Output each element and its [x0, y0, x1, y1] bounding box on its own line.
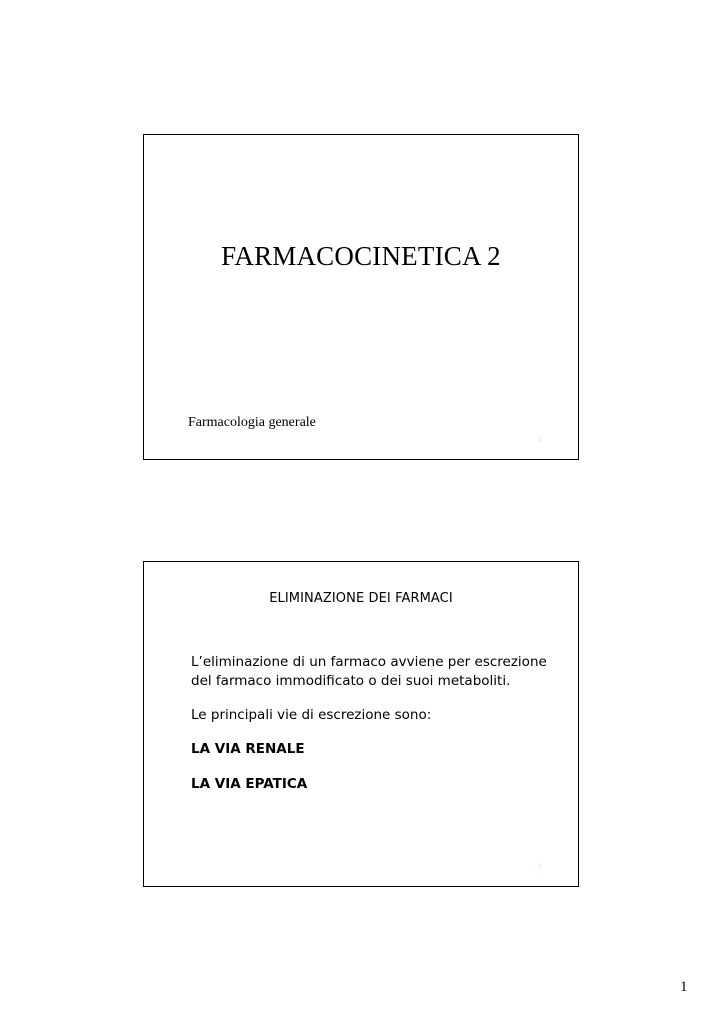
slide-2: [143, 561, 579, 887]
slide-1-number: 1: [538, 437, 542, 443]
slide-2-number: 2: [538, 864, 542, 870]
slide-1-title: FARMACOCINETICA 2: [221, 241, 501, 271]
slide-1: [143, 134, 579, 460]
page-number: 1: [680, 979, 688, 995]
slide-2-paragraph-2: Le principali vie di escrezione sono:: [191, 707, 432, 723]
slide-2-route-hepatic: LA VIA EPATICA: [191, 776, 308, 792]
slide-2-paragraph-1: L’eliminazione di un farmaco avviene per escrezione del farmaco immodificato o dei suoi metaboliti.: [191, 654, 547, 689]
slide-1-footer: Farmacologia generale: [188, 415, 316, 430]
slide-2-title: ELIMINAZIONE DEI FARMACI: [269, 591, 453, 606]
slide-2-route-renal: LA VIA RENALE: [191, 741, 305, 757]
